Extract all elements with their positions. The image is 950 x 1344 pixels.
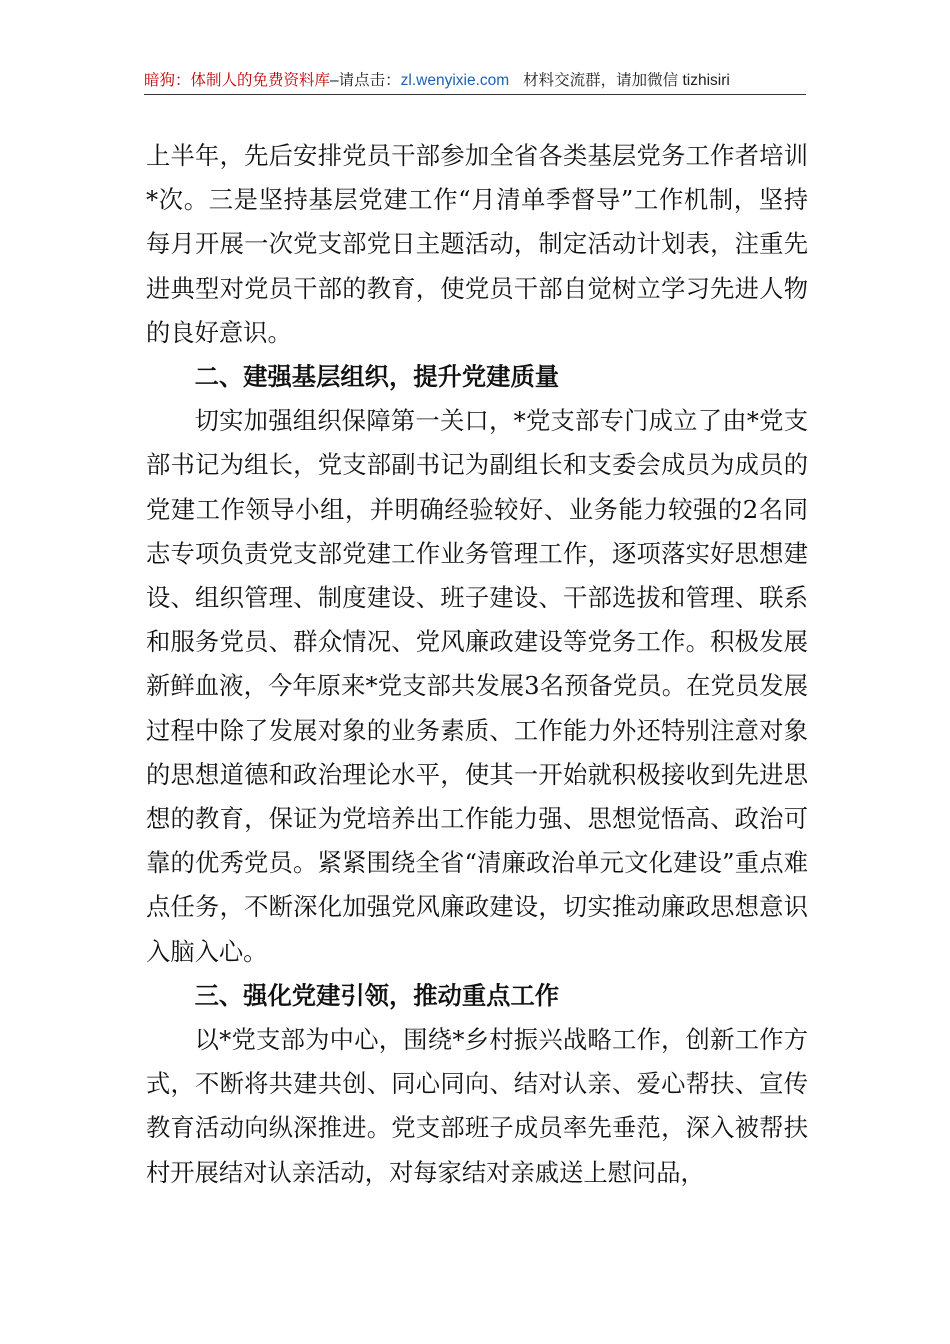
section-heading-3: 三、强化党建引领，推动重点工作 [194,980,560,1010]
page-header [144,66,806,96]
header-url-link[interactable]: zl.wenyixie.com [400,72,510,89]
document-body [146,134,808,1195]
header-site-name: 暗狗：体制人的免费资料库 [144,72,331,89]
header-group-note: 材料交流群，请加微信 tizhisiri [523,72,730,89]
paragraph-continued: 上半年，先后安排党员干部参加全省各类基层党务工作者培训*次。三是坚持基层党建工作“月清单季督导”工作机制，坚持每月开展一次党支部党日主题活动，制定活动计划表，注重先进典型对党员干部的教育，使党员干部自觉树立学习先进人物的良好意识。 [146,141,808,347]
header-divider [144,94,806,95]
paragraph-section-2: 切实加强组织保障第一关口，*党支部专门成立了由*党支部书记为组长，党支部副书记为副组长和支委会成员为成员的党建工作领导小组，并明确经验较好、业务能力较强的2名同志专项负责党支部党建工作业务管理工作，逐项落实好思想建设、组织管理、制度建设、班子建设、干部选拔和管理、联系和服务党员、群众情况、党风廉政建设等党务工作。积极发展新鲜血液，今年原来*党支部共发展3名预备党员。在党员发展过程中除了发展对象的业务素质、工作能力外还特别注意对象的思想道德和政治理论水平，使其一开始就积极接收到先进思想的教育，保证为党培养出工作能力强、思想觉悟高、政治可靠的优秀党员。紧紧围绕全省“清廉政治单元文化建设”重点难点任务，不断深化加强党风廉政建设，切实推动廉政思想意识入脑入心。 [146,406,808,966]
section-heading-2: 二、建强基层组织，提升党建质量 [194,362,560,392]
header-prompt: –请点击： [330,72,401,89]
paragraph-section-3: 以*党支部为中心，围绕*乡村振兴战略工作，创新工作方式，不断将共建共创、同心同向、结对认亲、爱心帮扶、宣传教育活动向纵深推进。党支部班子成员率先垂范，深入被帮扶村开展结对认亲活动，对每家结对亲戚送上慰问品， [146,1025,808,1187]
